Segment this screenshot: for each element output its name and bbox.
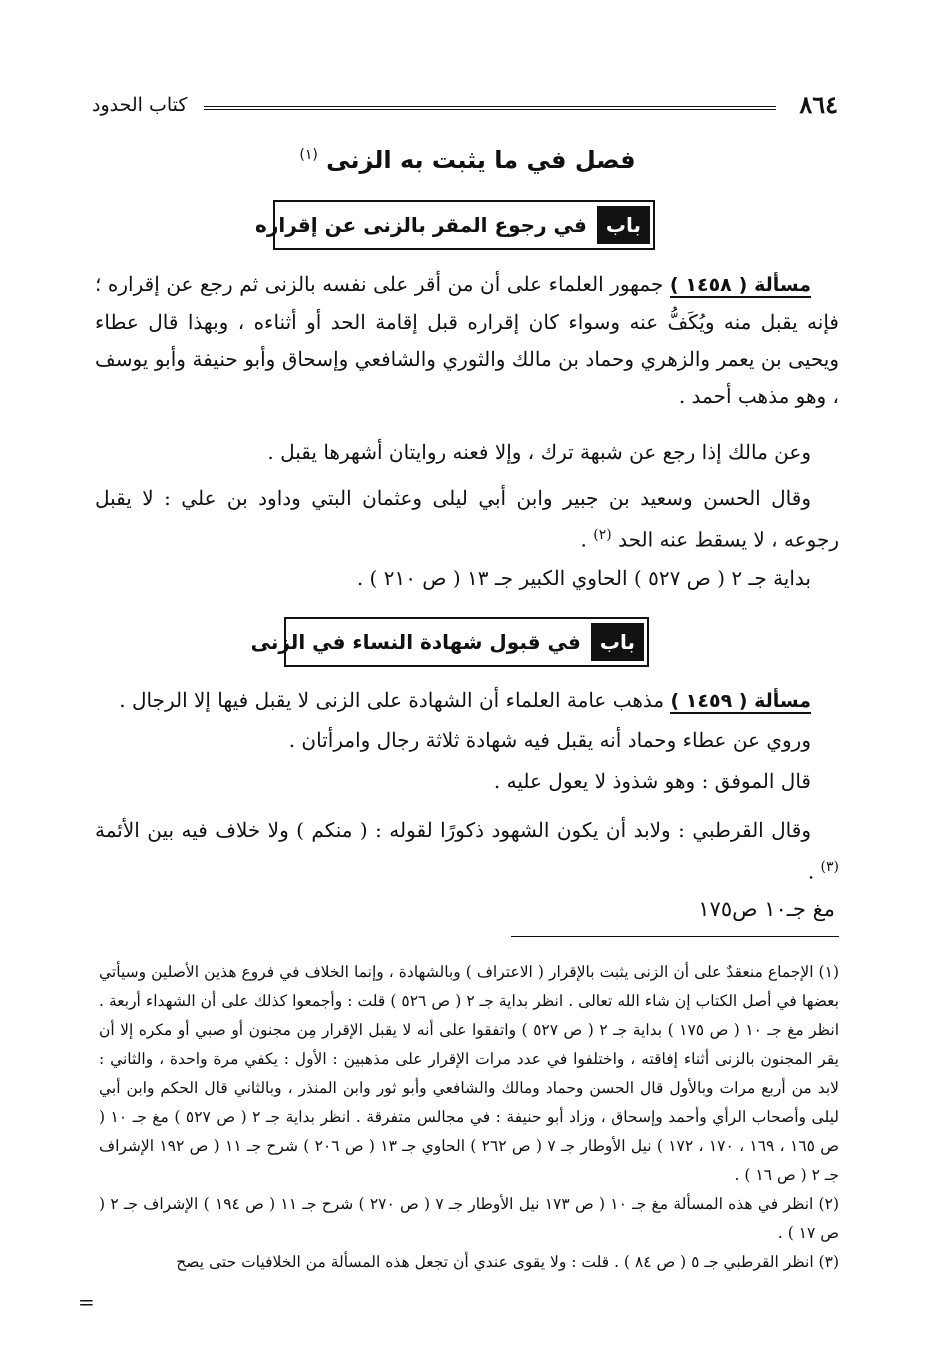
masala-1-paragraph-3 [95, 480, 839, 559]
masala-label: مسألة ( ١٤٥٨ ) [669, 274, 811, 296]
masala-2-paragraph-3: قال الموفق : وهو شذوذ لا يعول عليه . [493, 769, 811, 793]
masala-2-paragraph-1 [95, 682, 839, 720]
sentence-end: . [807, 859, 815, 884]
section-title-footnote-ref: (١) [299, 147, 318, 163]
page-number: ٨٦٤ [799, 90, 838, 119]
book-title: كتاب الحدود [92, 94, 188, 116]
footnote-continuation-mark: = [78, 1290, 95, 1314]
chapter-heading-2 [250, 617, 649, 667]
masala-text: مذهب عامة العلماء أن الشهادة على الزنى لا يقبل فيها إلا الرجال . [119, 688, 665, 712]
masala-text: وقال الحسن وسعيد بن جبير وابن أبي ليلى وعثمان البتي وداود بن علي : لا يقبل رجوعه ، لا يسقط عنه الحد [95, 486, 839, 552]
footnote-1: (١) الإجماع منعقدٌ على أن الزنى يثبت بالإقرار ( الاعتراف ) وبالشهادة ، وإنما الخلاف في فروع هذين الأصلين وسيأتي بعضها في أصل الكتاب إن شاء الله تعالى . انظر بداية جـ ٢ ( ص ٥٢٦ ) قلت : وأجمعوا كذلك على أن الشهداء أربعة . انظر مغ جـ ١٠ ( ص ١٧٥ ) بداية جـ ٢ ( ص ٥٢٧ ) واتفقوا على أنه لا يقبل الإقرار مِن مجنون أو صبي أو مكره إلا أن يقر المجنون بالزنى أثناء إفاقته ، واختلفوا في عدد مرات الإقرار على مذهبين : الأول : يكفي مرة واحدة ، والثاني : لابد من أربع مرات وبالأول قال الحسن وحماد ومالك والشافعي وأبو ثور وابن المنذر ، وبالثاني قال الحكم وابن أبي ليلى وأصحاب الرأي وأحمد وإسحاق ، وزاد أبو حنيفة : في مجالس متفرقة . انظر بداية جـ ٢ ( ص ٥٢٧ ) مغ جـ ١٠ ( ص ١٦٥ ، ١٦٩ ، ١٧٠ ، ١٧٢ ) نيل الأوطار جـ ٧ ( ص ٢٦٢ ) الحاوي جـ ١٣ ( ص ٢٠٦ ) شرح جـ ١١ ( ص ١٩٢ الإشراف جـ ٢ ( ص ١٦ ) . [99, 963, 840, 1184]
masala-label: مسألة ( ١٤٥٩ ) [670, 690, 811, 712]
masala-2-paragraph-4 [95, 812, 839, 891]
chapter-label: في قبول شهادة النساء في الزنى [250, 630, 581, 654]
footnote-ref-3: (٣) [820, 859, 839, 875]
masala-1-reference: بداية جـ ٢ ( ص ٥٢٧ ) الحاوي الكبير جـ ١٣ ( ص ٢١٠ ) . [356, 566, 811, 590]
footnote-ref-2: (٢) [593, 527, 612, 543]
sentence-end: . [580, 527, 587, 552]
reference-line: مغ جـ١٠ ص١٧٥ [698, 897, 835, 921]
footnotes [99, 958, 839, 1277]
masala-1-paragraph-2: وعن مالك إذا رجع عن شبهة ترك ، وإلا فعنه روايتان أشهرها يقبل . [267, 440, 811, 464]
chapter-heading-1 [255, 200, 655, 250]
section-title [0, 146, 935, 174]
masala-text: وقال القرطبي : ولابد أن يكون الشهود ذكورًا لقوله : ( منكم ) ولا خلاف فيه بين الأئمة [95, 818, 811, 842]
chapter-tag: باب [591, 623, 644, 661]
masala-text: جمهور العلماء على أن من أقر على نفسه بالزنى ثم رجع عن إقراره ؛ فإنه يقبل منه ويُكَفُّ عنه وسواء كان إقراره قبل إقامة الحد أو أثناءه ، وبهذا قال عطاء ويحيى بن يعمر والزهري وحماد بن مالك والثوري والشافعي وإسحاق وأبو حنيفة وأبو يوسف ، وهو مذهب أحمد . [95, 272, 840, 408]
page-header [92, 88, 838, 128]
masala-1-paragraph-1 [95, 266, 839, 415]
header-rule [204, 106, 776, 110]
footnote-2: (٢) انظر في هذه المسألة مغ جـ ١٠ ( ص ١٧٣ نيل الأوطار جـ ٧ ( ص ٢٧٠ ) شرح جـ ١١ ( ص ١٩٤ ) الإشراف جـ ٢ ( ص ١٧ ) . [99, 1195, 839, 1242]
chapter-tag: باب [597, 206, 650, 244]
section-title-text: فصل في ما يثبت به الزنى [326, 146, 636, 174]
chapter-label: في رجوع المقر بالزنى عن إقراره [255, 213, 587, 237]
footnote-3: (٣) انظر القرطبي جـ ٥ ( ص ٨٤ ) . قلت : ولا يقوى عندي أن تجعل هذه المسألة من الخلافيات حتى يصح [176, 1253, 839, 1271]
footnote-separator [511, 936, 839, 937]
masala-2-paragraph-2: وروي عن عطاء وحماد أنه يقبل فيه شهادة ثلاثة رجال وامرأتان . [288, 728, 811, 752]
